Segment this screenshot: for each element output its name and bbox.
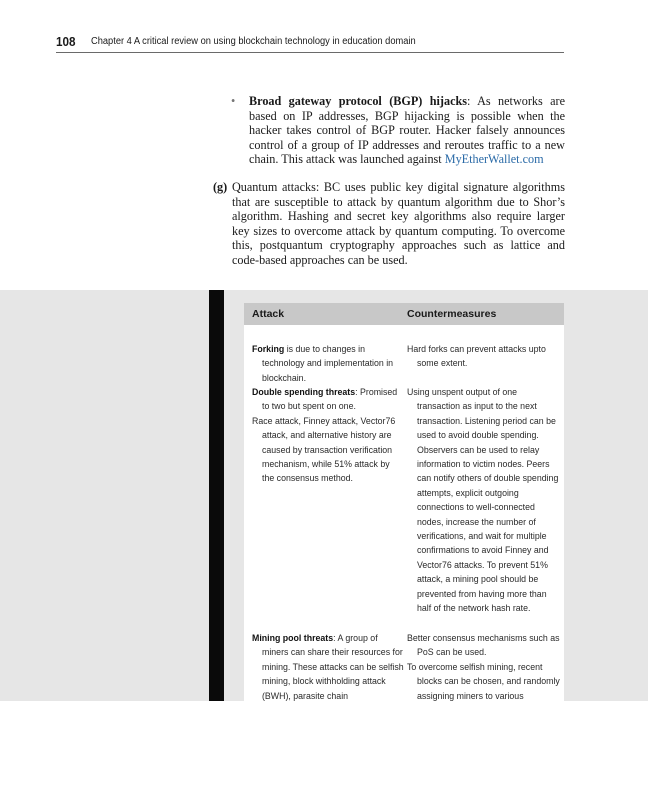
attack-text: : A group of miners can share their resources for mining. These attacks can be selfish mining, block withholding attack (BWH), parasite chain (262, 633, 404, 701)
bullet-term: Broad gateway protocol (BGP) hijacks (249, 94, 468, 108)
bullet-body: : As networks are based on IP addresses, BGP hijacking is possible when the hacker takes control of BGP router. Hacker falsely announces control of a group of IP addresses and reroutes traffic to a new chain. This attack was launched against (249, 94, 565, 166)
attack-term: Forking (252, 344, 285, 354)
myetherwallet-link[interactable]: MyEtherWallet.com (444, 152, 544, 166)
row-forking-counter (407, 342, 562, 371)
counter-text: Using unspent output of one transaction as input to the next transaction. Listening period can be used to avoid double spending. Observers can be used to relay information to victim nodes. Peers can notify others of double spending attempts, explicit outgoing connections to well-connected nodes, increase the number of verifications, and wait for multiple confirmations to avoid Finney and Vector76 attacks. To prevent 51% attack, a mining pool should be prevented from having more than half of the network hash rate. (407, 387, 559, 614)
row-mining-pool-attack (252, 631, 404, 703)
quantum-attacks-item (213, 180, 565, 267)
counter-text: Better consensus mechanisms such as PoS can be used. (407, 633, 560, 658)
counter-text: Hard forks can prevent attacks upto some extent. (407, 344, 546, 369)
counter-text: To overcome selfish mining, recent blocks can be chosen, and randomly assigning miners to various (407, 661, 560, 701)
table-band (0, 290, 648, 701)
row-forking-attack (252, 342, 404, 385)
bullet-icon: • (231, 94, 236, 108)
item-text: Quantum attacks: BC uses public key digital signature algorithms that are susceptible to attack by quantum algorithm due to Shor’s algorithm. Hashing and secret key algorithms also require larger key sizes to overcome attack by quantum computing. To overcome this, postquantum cryptography approaches such as lattice and code-based approaches can be used. (232, 180, 565, 267)
attack-term: Double spending threats (252, 387, 356, 397)
attack-extra-text: Race attack, Finney attack, Vector76 attack, and alternative history are caused by transaction verification mechanism, while 51% attack by the consensus method. (252, 415, 396, 484)
page-number: 108 (56, 34, 76, 49)
row-double-spending-attack (252, 385, 404, 486)
header-countermeasures: Countermeasures (407, 308, 497, 320)
chapter-title: Chapter 4 A critical review on using blockchain technology in education domain (91, 36, 416, 47)
row-double-spending-counter (407, 385, 562, 616)
header-attack: Attack (252, 308, 285, 320)
row-mining-pool-counter (407, 631, 562, 703)
table-side-bar (209, 290, 224, 701)
bgp-bullet-item (232, 94, 565, 167)
attack-text: : Promised to two but spent on one. (262, 387, 398, 412)
bullet-text (249, 94, 565, 167)
running-head (56, 34, 564, 53)
attacks-table (244, 303, 564, 701)
table-header (244, 303, 564, 325)
item-label: (g) (213, 180, 228, 194)
attack-text: is due to changes in technology and implementation in blockchain. (262, 344, 394, 383)
attack-term: Mining pool threats (252, 633, 334, 643)
